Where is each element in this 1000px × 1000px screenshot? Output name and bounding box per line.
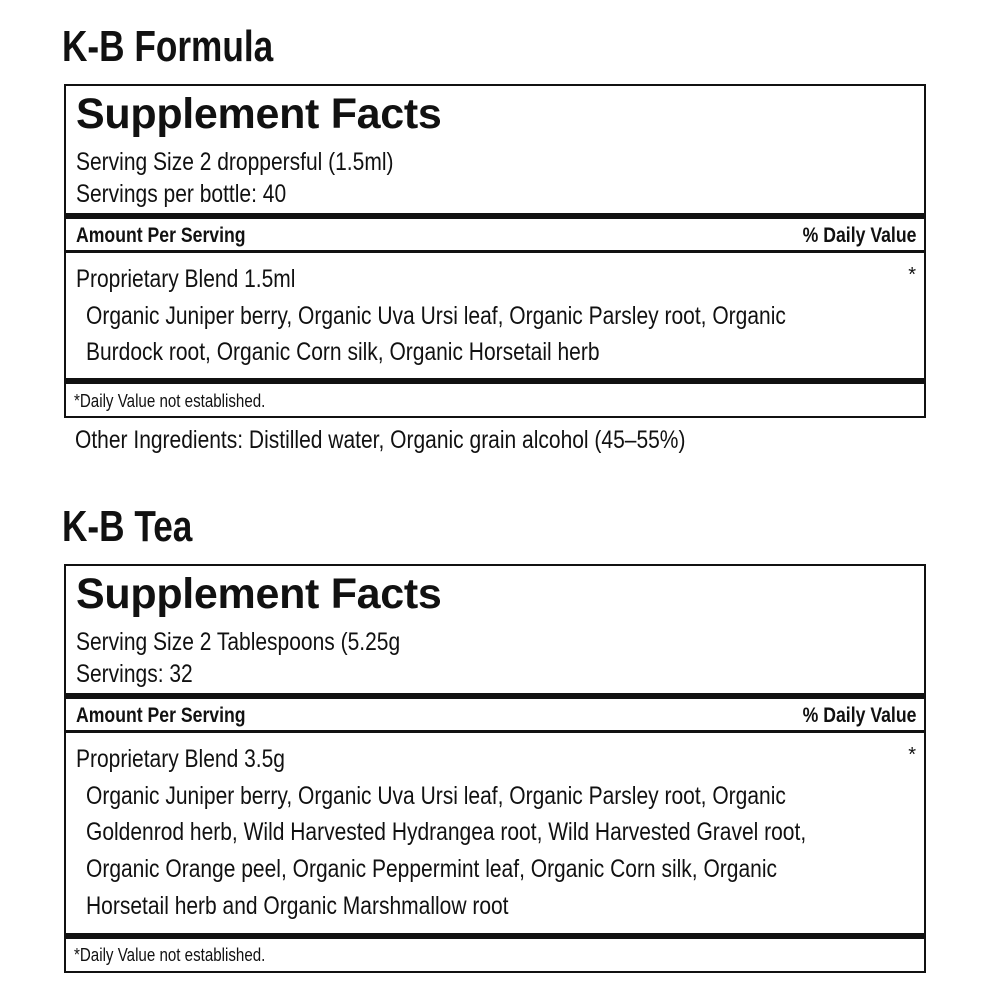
supplement-facts-panel [64, 564, 926, 973]
ingredient-line: Burdock root, Organic Corn silk, Organic Horsetail herb [86, 338, 600, 366]
blend-daily-value: * [908, 744, 916, 766]
ingredient-line: Organic Juniper berry, Organic Uva Ursi leaf, Organic Parsley root, Organic [86, 782, 786, 810]
divider-thick [66, 693, 924, 699]
panel-title: Supplement Facts [76, 90, 442, 138]
product-title: K-B Formula [62, 22, 274, 71]
serving-size: Serving Size 2 Tablespoons (5.25g [76, 628, 401, 656]
divider-thick [66, 933, 924, 939]
divider-thin [66, 250, 924, 253]
supplement-facts-panel [64, 84, 926, 418]
footnote: *Daily Value not established. [74, 391, 266, 411]
servings: Servings: 32 [76, 660, 193, 688]
ingredient-line: Organic Juniper berry, Organic Uva Ursi leaf, Organic Parsley root, Organic [86, 302, 786, 330]
ingredient-line: Horsetail herb and Organic Marshmallow root [86, 892, 509, 920]
amount-per-serving-header: Amount Per Serving [76, 224, 246, 247]
amount-per-serving-header: Amount Per Serving [76, 704, 246, 727]
product-title: K-B Tea [62, 502, 193, 551]
divider-thick [66, 378, 924, 384]
ingredient-line: Organic Orange peel, Organic Peppermint leaf, Organic Corn silk, Organic [86, 855, 777, 883]
servings: Servings per bottle: 40 [76, 180, 287, 208]
panel-title: Supplement Facts [76, 570, 442, 618]
ingredient-line: Goldenrod herb, Wild Harvested Hydrangea root, Wild Harvested Gravel root, [86, 818, 807, 846]
daily-value-header: % Daily Value [802, 704, 916, 727]
other-ingredients: Other Ingredients: Distilled water, Organic grain alcohol (45–55%) [75, 426, 686, 454]
footnote: *Daily Value not established. [74, 945, 266, 965]
serving-size: Serving Size 2 droppersful (1.5ml) [76, 148, 394, 176]
proprietary-blend: Proprietary Blend 3.5g [76, 745, 285, 773]
divider-thick [66, 213, 924, 219]
daily-value-header: % Daily Value [802, 224, 916, 247]
proprietary-blend: Proprietary Blend 1.5ml [76, 265, 296, 293]
divider-thin [66, 730, 924, 733]
blend-daily-value: * [908, 264, 916, 286]
